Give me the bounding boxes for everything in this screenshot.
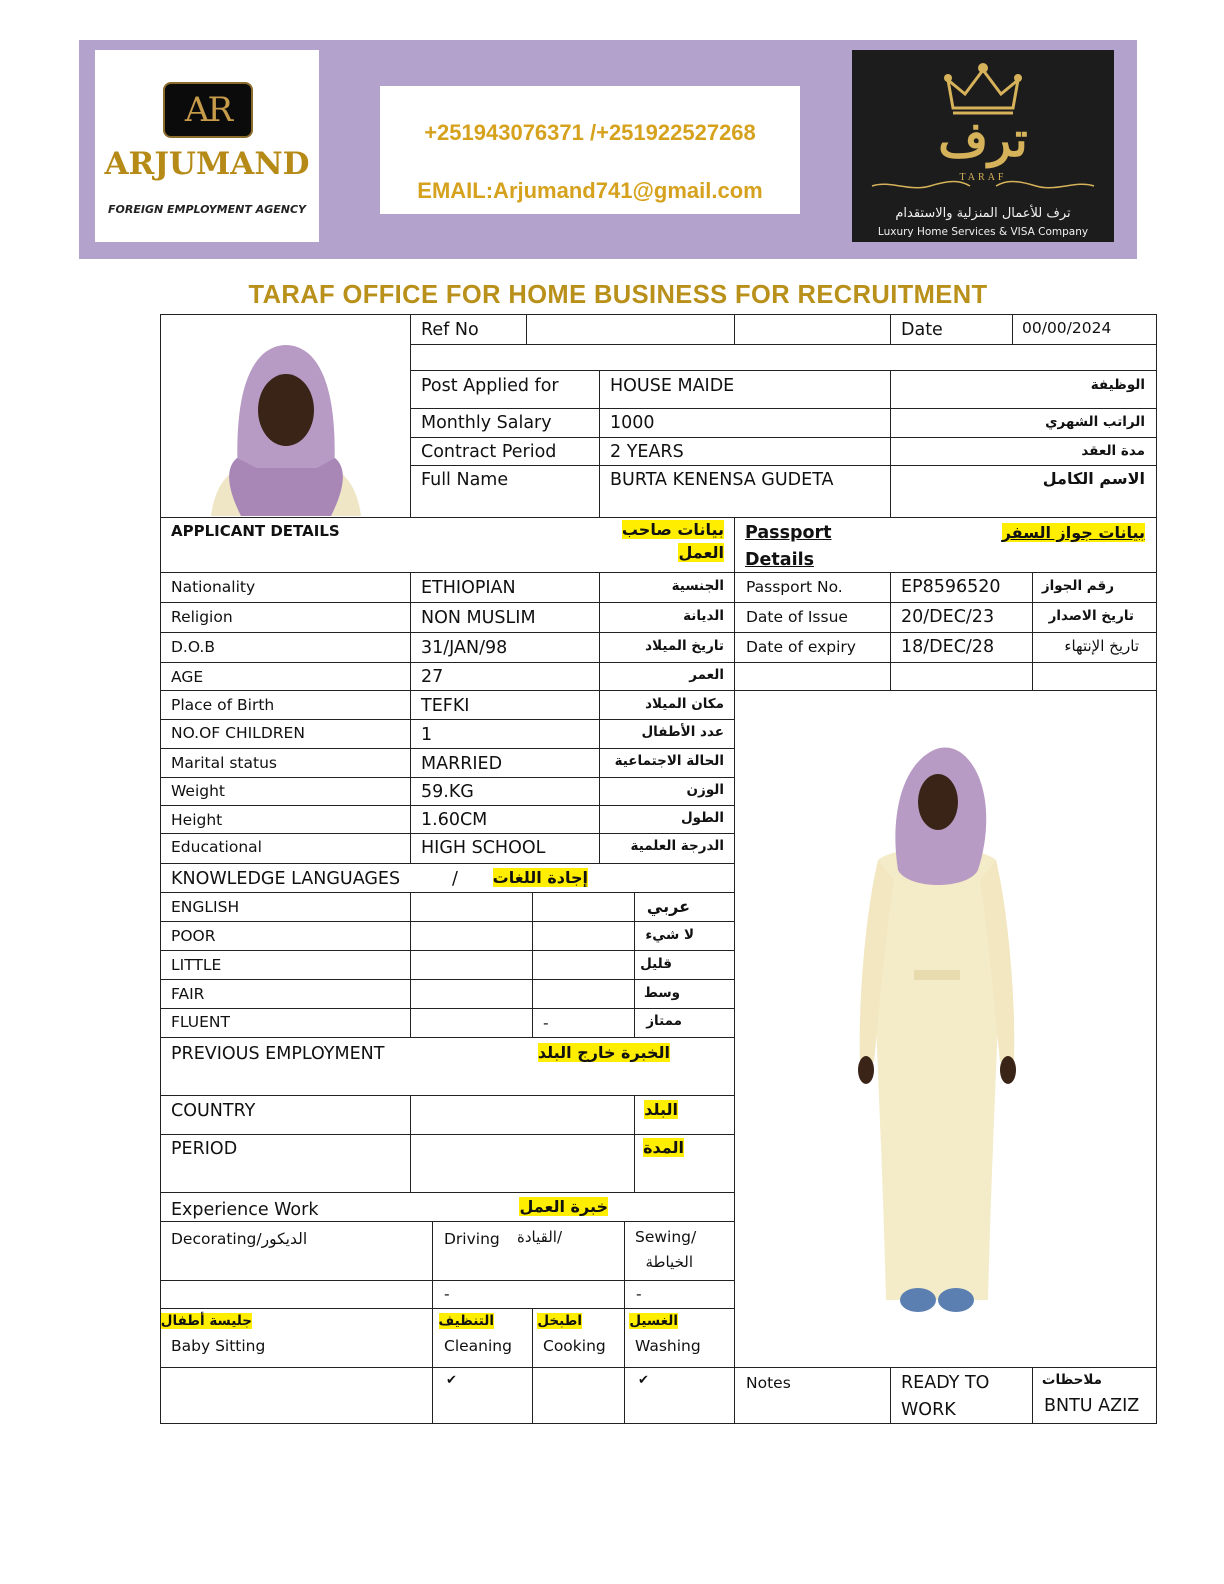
religion-label: Religion xyxy=(171,608,233,626)
post-applied-ar: الوظيفة xyxy=(1090,377,1145,393)
languages-slash: / xyxy=(452,869,458,889)
date-of-issue-ar: تاريخ الاصدار xyxy=(1048,608,1134,624)
height-label: Height xyxy=(171,811,223,829)
weight-value: 59.KG xyxy=(421,782,474,802)
country-ar: البلد xyxy=(644,1100,678,1119)
date-of-expiry-value: 18/DEC/28 xyxy=(901,637,995,657)
driving-label: Driving xyxy=(444,1230,500,1248)
nationality-label: Nationality xyxy=(171,578,256,596)
brand-subtitle: FOREIGN EMPLOYMENT AGENCY xyxy=(108,203,306,216)
height-ar: الطول xyxy=(680,810,724,826)
full-name-label: Full Name xyxy=(421,470,509,490)
crown-icon xyxy=(852,58,1114,118)
marital-status-ar: الحالة الاجتماعية xyxy=(614,753,724,769)
marital-status-value: MARRIED xyxy=(421,754,503,774)
lang-ar-none: لا شيء xyxy=(645,927,694,943)
languages-ar: إجادة اللغات xyxy=(492,868,588,887)
previous-employment-ar: الخبرة خارج البلد xyxy=(537,1043,670,1062)
email-address: EMAIL:Arjumand741@gmail.com xyxy=(417,178,763,203)
dob-value: 31/JAN/98 xyxy=(421,638,508,658)
lang-row-english: ENGLISH xyxy=(171,898,240,916)
date-label: Date xyxy=(901,320,943,340)
contract-period-label: Contract Period xyxy=(421,442,557,462)
passport-details-ar: بيانات جواز السفر xyxy=(1001,523,1145,542)
notes-value-1: READY TO xyxy=(901,1373,990,1393)
taraf-arabic-logo: ترف xyxy=(938,112,1028,168)
date-of-issue-value: 20/DEC/23 xyxy=(901,607,995,627)
post-applied-value: HOUSE MAIDE xyxy=(610,376,735,396)
brand-name: ARJUMAND xyxy=(104,146,310,182)
age-value: 27 xyxy=(421,667,444,687)
lang-row-poor: POOR xyxy=(171,927,216,945)
experience-heading: Experience Work xyxy=(171,1200,319,1220)
notes-extra: BNTU AZIZ xyxy=(1044,1396,1140,1416)
passport-no-label: Passport No. xyxy=(746,578,843,596)
applicant-details-heading: APPLICANT DETAILS xyxy=(171,522,340,540)
lang-ar-little: قليل xyxy=(640,956,672,972)
period-ar: المدة xyxy=(643,1138,684,1157)
taraf-english-subtitle: Luxury Home Services & VISA Company xyxy=(877,226,1089,238)
driving-ar: /القيادة xyxy=(516,1228,562,1246)
taraf-english-logo: TARAF xyxy=(959,172,1007,183)
notes-ar: ملاحظات xyxy=(1041,1372,1102,1388)
post-applied-label: Post Applied for xyxy=(421,376,559,396)
contract-period-value: 2 YEARS xyxy=(610,442,684,462)
applicant-details-ar-2: العمل xyxy=(678,543,724,562)
date-of-expiry-ar: تاريخ الإنتهاء xyxy=(1064,637,1139,655)
monthly-salary-label: Monthly Salary xyxy=(421,413,552,433)
passport-no-value: EP8596520 xyxy=(901,577,1001,597)
date-of-expiry-label: Date of expiry xyxy=(746,638,856,656)
cleaning-label: Cleaning xyxy=(444,1337,512,1355)
applicant-details-ar-1: بيانات صاحب xyxy=(621,520,724,539)
cooking-ar: اطبخل xyxy=(537,1313,582,1329)
lang-fluent-mark: - xyxy=(543,1014,549,1032)
age-label: AGE xyxy=(171,668,204,686)
page-title: TARAF OFFICE FOR HOME BUSINESS FOR RECRUITMENT xyxy=(248,281,988,309)
washing-check-icon: ✔ xyxy=(638,1373,649,1388)
place-of-birth-ar: مكان الميلاد xyxy=(645,696,724,712)
period-label: PERIOD xyxy=(171,1139,238,1159)
full-name-value: BURTA KENENSA GUDETA xyxy=(610,470,834,490)
dob-ar: تاريخ الميلاد xyxy=(645,638,724,654)
baby-sitting-label: Baby Sitting xyxy=(171,1337,266,1355)
age-ar: العمر xyxy=(689,667,724,683)
lang-row-little: LITTLE xyxy=(171,956,222,974)
religion-ar: الديانة xyxy=(683,608,724,624)
passport-no-ar: رقم الجواز xyxy=(1041,578,1114,594)
decorating-label: Decorating/الديكور xyxy=(171,1230,308,1248)
notes-value-2: WORK xyxy=(901,1400,956,1420)
children-value: 1 xyxy=(421,725,433,745)
education-ar: الدرجة العلمية xyxy=(630,838,724,854)
monthly-salary-ar: الراتب الشهري xyxy=(1045,414,1145,430)
ref-no-label: Ref No xyxy=(421,320,479,340)
education-value: HIGH SCHOOL xyxy=(421,838,546,858)
applicant-photo xyxy=(167,318,405,516)
ar-monogram-icon: AR xyxy=(163,82,253,138)
children-label: NO.OF CHILDREN xyxy=(171,724,305,742)
place-of-birth-label: Place of Birth xyxy=(171,696,275,714)
place-of-birth-value: TEFKI xyxy=(421,696,470,716)
nationality-ar: الجنسية xyxy=(671,578,724,594)
experience-ar: خبرة العمل xyxy=(519,1197,608,1216)
weight-label: Weight xyxy=(171,782,226,800)
nationality-value: ETHIOPIAN xyxy=(421,578,516,598)
passport-details-heading-1: Passport xyxy=(745,523,832,543)
phone-numbers: +251943076371 /+251922527268 xyxy=(424,120,756,145)
height-value: 1.60CM xyxy=(421,810,488,830)
sewing-ar: الخياطة xyxy=(645,1253,693,1271)
lang-ar-arabic: عربي xyxy=(646,897,690,916)
applicant-full-photo xyxy=(838,740,1036,1340)
baby-sitting-ar: جليسة أطفال xyxy=(160,1313,252,1329)
previous-employment-heading: PREVIOUS EMPLOYMENT xyxy=(171,1044,385,1064)
sewing-mark: - xyxy=(636,1285,642,1303)
date-value: 00/00/2024 xyxy=(1022,319,1112,337)
religion-value: NON MUSLIM xyxy=(421,608,536,628)
lang-row-fair: FAIR xyxy=(171,985,205,1003)
sewing-label: Sewing/ xyxy=(635,1228,697,1246)
cooking-label: Cooking xyxy=(543,1337,606,1355)
cleaning-check-icon: ✔ xyxy=(446,1373,457,1388)
education-label: Educational xyxy=(171,838,262,856)
lang-ar-fluent: ممتاز xyxy=(646,1013,682,1029)
full-name-ar: الاسم الكامل xyxy=(1042,469,1145,488)
languages-heading: KNOWLEDGE LANGUAGES xyxy=(171,869,401,889)
notes-label: Notes xyxy=(746,1374,791,1392)
dob-label: D.O.B xyxy=(171,638,215,656)
weight-ar: الوزن xyxy=(686,782,724,798)
lang-ar-fair: وسط xyxy=(643,985,680,1001)
monthly-salary-value: 1000 xyxy=(610,413,655,433)
lang-row-fluent: FLUENT xyxy=(171,1013,230,1031)
children-ar: عدد الأطفال xyxy=(641,724,724,740)
marital-status-label: Marital status xyxy=(171,754,277,772)
date-of-issue-label: Date of Issue xyxy=(746,608,848,626)
driving-mark: - xyxy=(444,1285,450,1303)
cleaning-ar: التنظيف xyxy=(438,1313,494,1329)
washing-ar: الغسيل xyxy=(629,1313,678,1329)
washing-label: Washing xyxy=(635,1337,701,1355)
passport-details-heading-2: Details xyxy=(745,550,814,570)
contract-period-ar: مدة العقد xyxy=(1081,443,1145,459)
country-label: COUNTRY xyxy=(171,1101,256,1121)
taraf-arabic-subtitle: ترف للأعمال المنزلية والاستقدام xyxy=(895,206,1071,221)
